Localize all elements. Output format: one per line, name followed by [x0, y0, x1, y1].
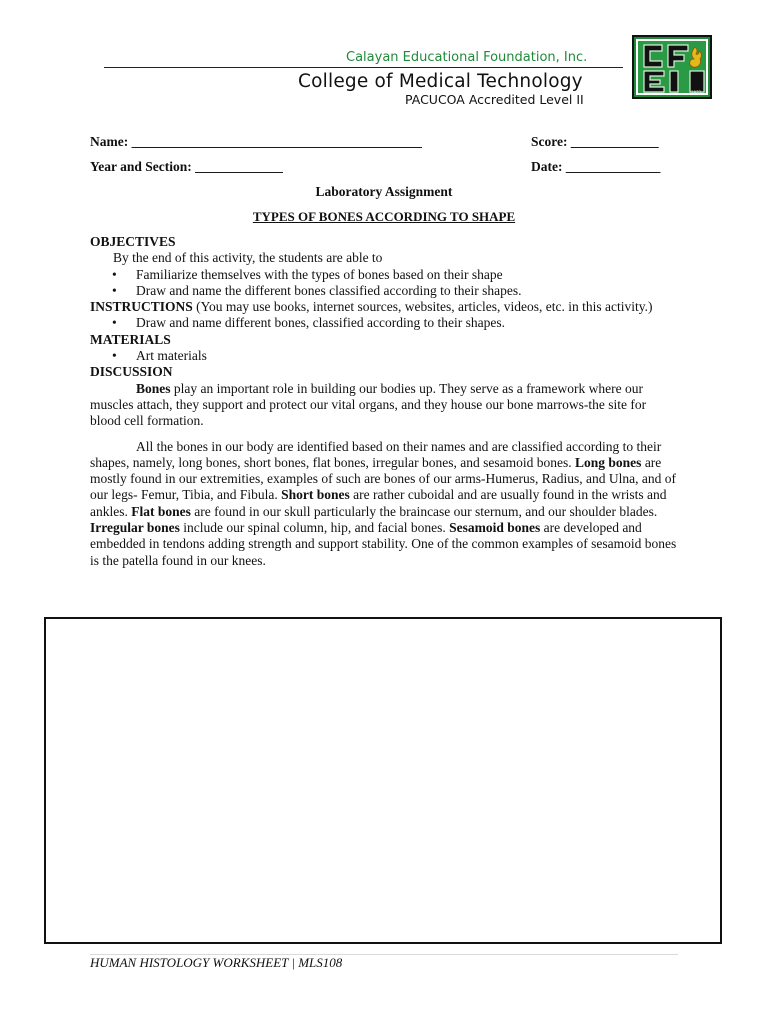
list-item: [90, 315, 680, 331]
bullet-icon: •: [112, 348, 117, 364]
objectives-heading: OBJECTIVES: [90, 234, 176, 249]
organization-name: Calayan Educational Foundation, Inc.: [346, 50, 588, 65]
date-field[interactable]: Date: ______________: [531, 159, 661, 174]
list-item-text: Draw and name different bones, classified according to their shapes.: [136, 315, 505, 331]
paragraph-spacer: [90, 430, 680, 439]
paragraph-text: are developed and embedded in tendons adding strength and support stability. One of the common examples of sesamoid bones is the patella found in our knees.: [90, 520, 677, 568]
college-name: College of Medical Technology: [298, 71, 583, 92]
paragraph-text: are rather cuboidal and are usually found in the wrists and ankles.: [90, 487, 667, 519]
term-short-bones: Short bones: [281, 487, 350, 503]
paragraph-text: include our spinal column, hip, and facial bones.: [179, 520, 450, 536]
score-field[interactable]: Score: _____________: [531, 134, 659, 149]
paragraph-text: All the bones in our body are identified based on their names and are classified according to their shapes, namely, long bones, short bones, flat bones, irregular bones, and sesamoid bones.: [90, 438, 662, 470]
bullet-icon: •: [112, 282, 117, 298]
instructions-list: [90, 315, 680, 331]
term-irregular-bones: Irregular bones: [90, 520, 180, 536]
objectives-list: [90, 267, 680, 300]
accreditation-text: PACUCOA Accredited Level II: [405, 92, 584, 107]
list-item: [90, 283, 680, 299]
objectives-intro: By the end of this activity, the students are able to: [113, 250, 383, 266]
term-long-bones: Long bones: [575, 454, 642, 470]
year-section-field[interactable]: Year and Section: _____________: [90, 159, 283, 174]
term-flat-bones: Flat bones: [131, 503, 191, 519]
materials-list: [90, 348, 680, 364]
materials-heading: MATERIALS: [90, 331, 171, 347]
paragraph-text: play an important role in building our bodies up. They serve as a framework where our muscles attach, they support and protect our vital organs, and they house our bone marrows-the site for blood cell formation.: [90, 380, 647, 429]
list-item-text: Draw and name the different bones classified according to their shapes.: [136, 282, 522, 298]
discussion-paragraph-1: [90, 381, 680, 430]
drawing-box[interactable]: [44, 617, 722, 944]
list-item-text: Familiarize themselves with the types of bones based on their shape: [136, 266, 503, 282]
assignment-title: Laboratory Assignment: [315, 184, 453, 199]
logo-graphic: [632, 35, 712, 99]
footer-text: HUMAN HISTOLOGY WORKSHEET | MLS108: [90, 955, 343, 970]
cefi-logo: [632, 35, 712, 99]
assignment-subtitle: TYPES OF BONES ACCORDING TO SHAPE: [252, 209, 516, 224]
name-field[interactable]: Name: ___________________________________________: [90, 134, 422, 149]
svg-text:1973: 1973: [691, 90, 702, 95]
instructions-heading: INSTRUCTIONS: [90, 299, 193, 315]
bullet-icon: •: [112, 266, 117, 282]
list-item-text: Art materials: [136, 348, 207, 364]
bullet-icon: •: [112, 315, 117, 331]
list-item: [90, 267, 680, 283]
paragraph-text: are mostly found in our extremities, examples of such are bones of our arms-Humerus, Radius, and Ulna, and of our legs- Femur, Tibia, and Fibula.: [90, 454, 676, 503]
list-item: [90, 348, 680, 364]
paragraph-text: are found in our skull particularly the braincase our sternum, and our shoulder blades.: [190, 503, 658, 519]
header-rule: [104, 67, 623, 68]
instructions-block: [90, 299, 680, 315]
term-sesamoid-bones: Sesamoid bones: [449, 520, 541, 536]
worksheet-content: [90, 234, 680, 569]
discussion-heading: DISCUSSION: [90, 364, 173, 380]
instructions-note: (You may use books, internet sources, websites, articles, videos, etc. in this activity.): [192, 299, 653, 315]
discussion-paragraph-2: [90, 439, 680, 569]
term-bones: Bones: [136, 380, 171, 396]
